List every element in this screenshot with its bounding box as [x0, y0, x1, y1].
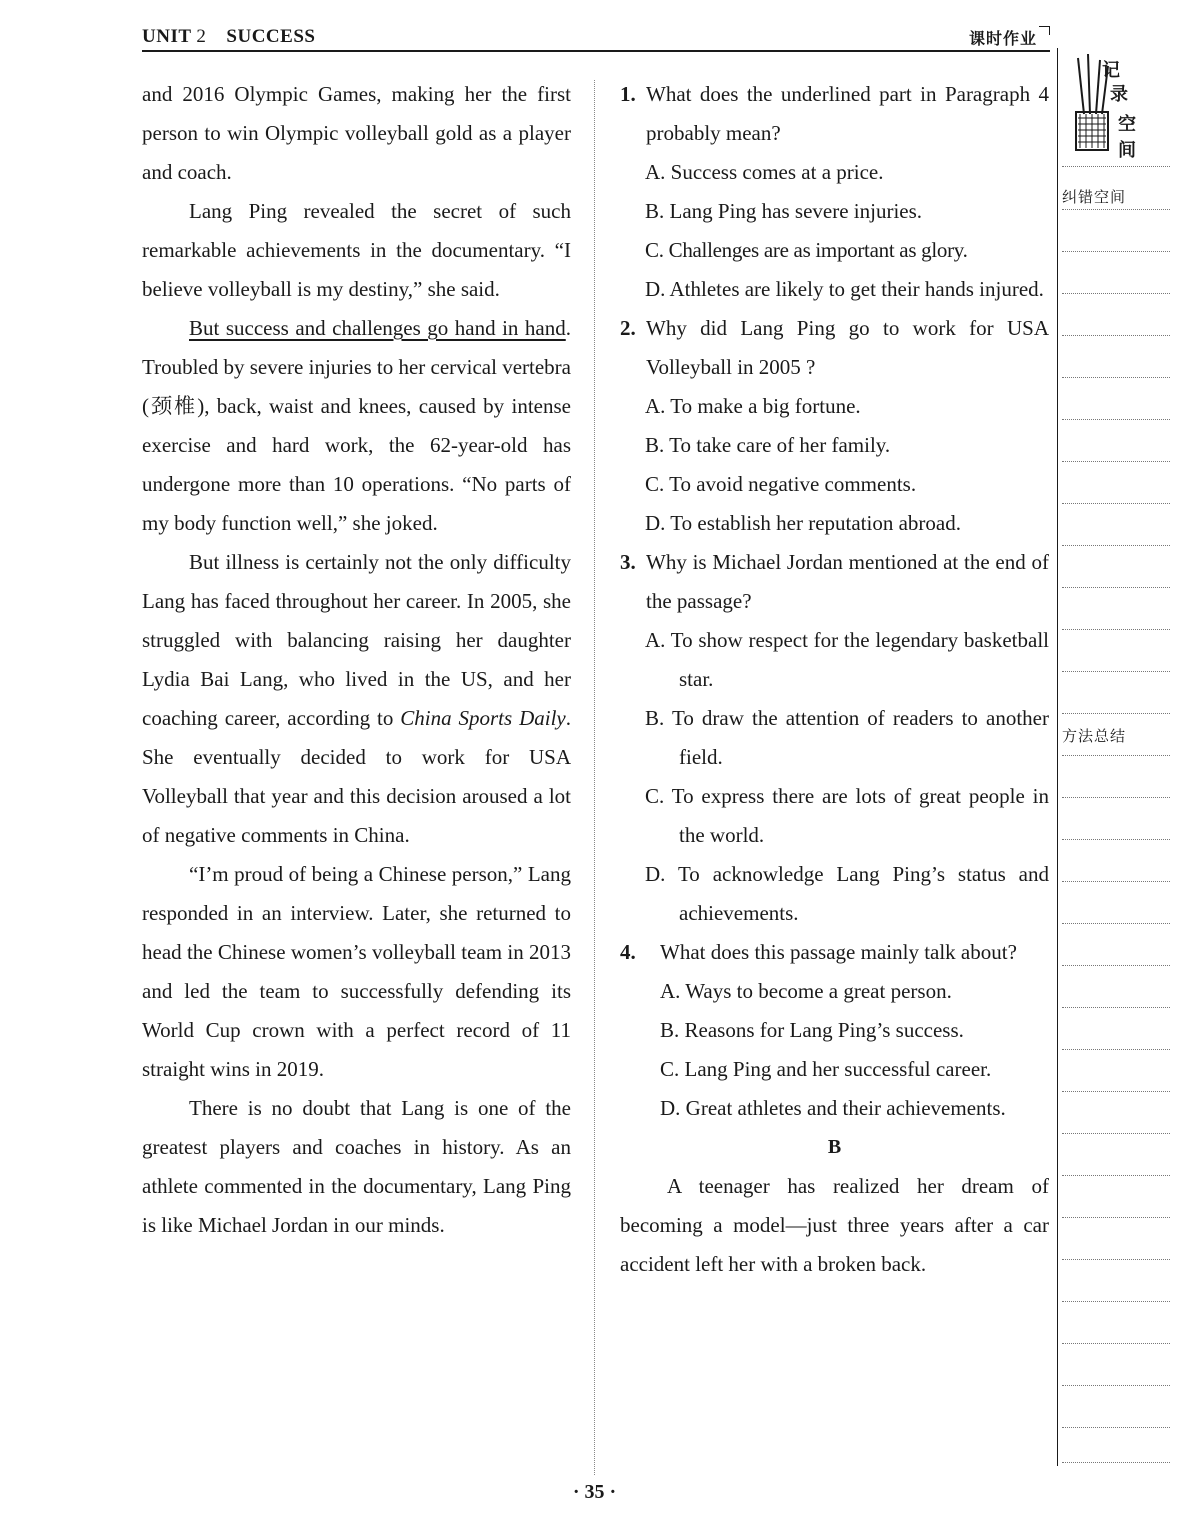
passage-paragraph: [142, 543, 571, 855]
note-line: [1062, 629, 1170, 630]
option-d: D. Athletes are likely to get their hands injured.: [645, 277, 1044, 301]
passage-paragraph: Lang Ping revealed the secret of such remarkable achievements in the documentary. “I believe volleyball is my destiny,” she said.: [142, 199, 571, 301]
page-header: [142, 24, 1050, 52]
note-line: [1062, 839, 1170, 840]
page-number: · 35 ·: [572, 1481, 617, 1503]
note-line: [1062, 587, 1170, 588]
note-line: [1062, 209, 1170, 210]
option-a: A. Success comes at a price.: [645, 160, 884, 184]
note-line: [1062, 1007, 1170, 1008]
question-text: What does this passage mainly talk about?: [660, 940, 1017, 964]
note-line: [1062, 461, 1170, 462]
note-line: [1062, 1259, 1170, 1260]
error-correction-label: 纠错空间: [1062, 188, 1127, 206]
method-summary-label: 方法总结: [1062, 727, 1127, 745]
unit-heading: [142, 26, 315, 48]
question-text: What does the underlined part in Paragraph 4 probably mean?: [646, 82, 1049, 145]
paragraph-text: But illness is certainly not the only difficulty Lang has faced throughout her career. In 2005, she struggled with balancing raising her daughter Lydia Bai Lang, who lived in the US, and her coaching career, according to: [142, 550, 571, 730]
option-a: A. To make a big fortune.: [645, 394, 861, 418]
passage-paragraph: [142, 309, 571, 543]
question-3: [620, 543, 1049, 933]
column-divider: [594, 80, 595, 1475]
note-line: [1062, 965, 1170, 966]
note-line: [1062, 166, 1170, 167]
note-line: [1062, 545, 1170, 546]
question-1: [620, 75, 1049, 309]
option-b: B. To take care of her family.: [645, 433, 891, 457]
question-stem: [620, 543, 1049, 621]
note-line: [1062, 1091, 1170, 1092]
question-number: 1.: [620, 82, 636, 106]
section-b-text: A teenager has realized her dream of becoming a model—just three years after a car accident left her with a broken back.: [620, 1174, 1049, 1276]
question-4: [620, 933, 1049, 1128]
option-d: D. To establish her reputation abroad.: [645, 511, 961, 535]
note-line: [1062, 1427, 1170, 1428]
underlined-phrase: But success and challenges go hand in hand: [189, 316, 566, 340]
note-line: [1062, 1133, 1170, 1134]
note-line: [1062, 1462, 1170, 1463]
logo-char-1: 记: [1102, 60, 1120, 81]
option-c: C. To express there are lots of great people in the world.: [645, 784, 1049, 847]
questions-column: [620, 75, 1049, 1284]
note-line: [1062, 335, 1170, 336]
section-b-heading: B: [827, 1136, 842, 1158]
note-line: [1062, 1301, 1170, 1302]
unit-number: 2: [196, 26, 207, 47]
option-c: C. Lang Ping and her successful career.: [660, 1057, 992, 1081]
paragraph-text: . She eventually decided to work for USA Volleyball that year and this decision aroused a lot of negative comments in China.: [142, 706, 571, 847]
question-stem: [620, 75, 1049, 153]
option-d: D. Great athletes and their achievements.: [660, 1096, 1006, 1120]
note-line: [1062, 1049, 1170, 1050]
note-line: [1062, 1175, 1170, 1176]
passage-paragraph: There is no doubt that Lang is one of the greatest players and coaches in history. As an athlete commented in the documentary, Lang Ping is like Michael Jordan in our minds.: [142, 1096, 571, 1237]
option-a: A. Ways to become a great person.: [660, 979, 952, 1003]
unit-title: SUCCESS: [226, 26, 316, 47]
passage-paragraph: “I’m proud of being a Chinese person,” Lang responded in an interview. Later, she returned to head the Chinese women’s volleyball team in 2013 and led the team to successfully defending its World Cup crown with a perfect record of 11 straight wins in 2019.: [142, 862, 571, 1081]
passage-paragraph: and 2016 Olympic Games, making her the first person to win Olympic volleyball gold as a player and coach.: [142, 82, 571, 184]
note-line: [1062, 503, 1170, 504]
note-line: [1062, 293, 1170, 294]
option-c: C. To avoid negative comments.: [645, 472, 917, 496]
note-line: [1062, 419, 1170, 420]
newspaper-title: China Sports Daily: [400, 706, 566, 730]
note-line: [1062, 923, 1170, 924]
note-line: [1062, 671, 1170, 672]
question-stem: [620, 309, 1049, 387]
notes-space-logo: [1062, 54, 1168, 164]
note-line: [1062, 377, 1170, 378]
note-line: [1062, 1343, 1170, 1344]
note-line: [1062, 755, 1170, 756]
unit-label: UNIT: [142, 26, 192, 47]
note-line: [1062, 881, 1170, 882]
option-d: D. To acknowledge Lang Ping’s status and achievements.: [645, 862, 1049, 925]
note-line: [1062, 251, 1170, 252]
logo-char-3: 空: [1118, 114, 1136, 135]
homework-label: 课时作业: [969, 26, 1050, 49]
logo-char-4: 间: [1118, 140, 1136, 161]
question-2: [620, 309, 1049, 543]
question-stem: [620, 933, 1049, 972]
question-number: 3.: [620, 550, 636, 574]
option-b: B. Lang Ping has severe injuries.: [645, 199, 923, 223]
margin-divider: [1057, 48, 1058, 1466]
note-line: [1062, 713, 1170, 714]
paragraph-text: . Troubled by severe injuries to her cervical vertebra (颈椎), back, waist and knees, caused by intense exercise and hard work, the 62-year-old has undergone more than 10 operations. “No parts of my body function well,” she joked.: [142, 316, 571, 535]
note-line: [1062, 797, 1170, 798]
option-b: B. To draw the attention of readers to another field.: [645, 706, 1049, 769]
note-line: [1062, 1217, 1170, 1218]
passage-column: [142, 75, 571, 1245]
logo-char-2: 录: [1110, 84, 1128, 105]
note-line: [1062, 1385, 1170, 1386]
question-text: Why did Lang Ping go to work for USA Volleyball in 2005 ?: [646, 316, 1049, 379]
option-c: C. Challenges are as important as glory.: [645, 238, 968, 262]
question-text: Why is Michael Jordan mentioned at the end of the passage?: [646, 550, 1049, 613]
option-a: A. To show respect for the legendary basketball star.: [645, 628, 1049, 691]
option-b: B. Reasons for Lang Ping’s success.: [660, 1018, 964, 1042]
question-number: 4.: [620, 940, 636, 964]
question-number: 2.: [620, 316, 636, 340]
